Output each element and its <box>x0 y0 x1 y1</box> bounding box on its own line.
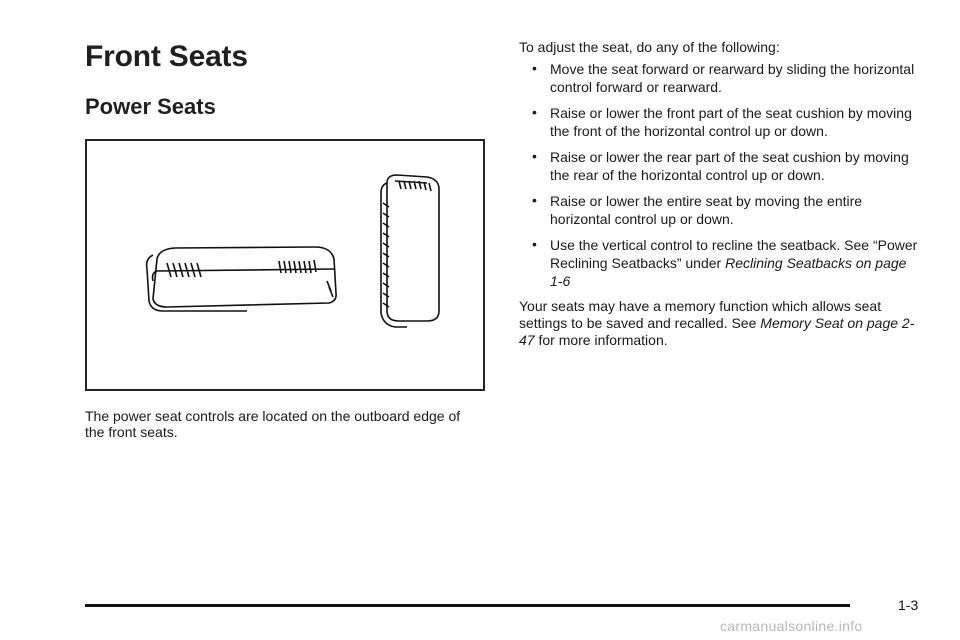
bullet-icon: • <box>532 148 537 164</box>
watermark: carmanualsonline.info <box>720 618 863 634</box>
page-number: 1-3 <box>898 597 919 613</box>
figure-caption: The power seat controls are located on the outboard edge of the front seats. <box>85 408 461 440</box>
page-title: Front Seats <box>85 40 248 73</box>
memory-paragraph: Your seats may have a memory function which allows seat settings to be saved and recalled. See Memory Seat on page 2-47 for more information. <box>519 298 915 348</box>
list-item: • Move the seat forward or rearward by sliding the horizontal control forward or rearward. <box>532 60 915 95</box>
cross-reference-link[interactable]: Memory Seat on page 2-47 <box>519 315 915 348</box>
adjustment-list <box>519 60 919 290</box>
bullet-icon: • <box>532 236 537 252</box>
right-column <box>519 39 919 349</box>
bullet-icon: • <box>532 104 537 120</box>
list-item: • Raise or lower the entire seat by moving the entire horizontal control up or down. <box>532 192 863 227</box>
bullet-icon: • <box>532 192 537 208</box>
list-item: • Use the vertical control to recline the seatback. See “Power Reclining Seatbacks” under Reclining Seatbacks on page 1-6 <box>532 236 918 289</box>
seat-controls-illustration <box>87 141 483 389</box>
intro-paragraph: To adjust the seat, do any of the following: <box>519 39 780 55</box>
list-item: • Raise or lower the rear part of the seat cushion by moving the rear of the horizontal control up or down. <box>532 148 909 183</box>
vertical-seatback-control <box>381 175 439 327</box>
bullet-icon: • <box>532 60 537 76</box>
footer-rule <box>85 604 850 607</box>
list-item: • Raise or lower the front part of the seat cushion by moving the front of the horizontal control up or down. <box>532 104 912 139</box>
seat-controls-figure <box>85 139 485 391</box>
section-title: Power Seats <box>85 94 216 119</box>
horizontal-seat-control <box>147 247 337 311</box>
cross-reference-link[interactable]: Reclining Seatbacks on page 1-6 <box>550 255 907 289</box>
